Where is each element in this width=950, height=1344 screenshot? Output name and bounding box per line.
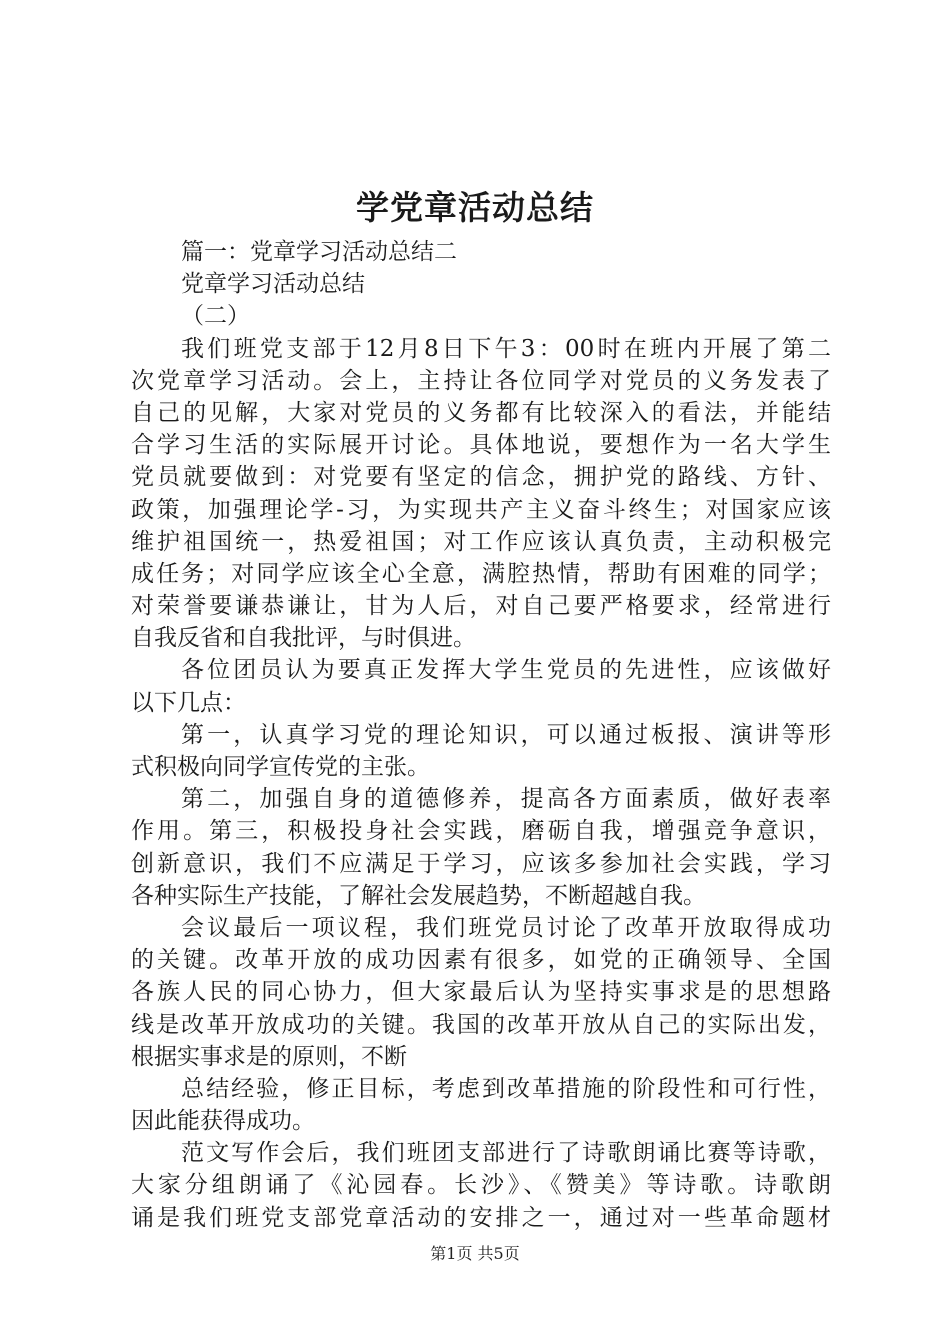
text-line: 创新意识，我们不应满足于学习，应该多参加社会实践，学习 [131, 850, 831, 877]
text-line: 大家分组朗诵了《沁园春。长沙》、《赞美》等诗歌。诗歌朗 [131, 1172, 831, 1199]
text-line: 自己的见解，大家对党员的义务都有比较深入的看法，并能结 [131, 399, 831, 426]
text-line: 我们班党支部于12月8日下午3：00时在班内开展了第二 [181, 335, 831, 362]
text-line: 对荣誉要谦恭谦让，甘为人后，对自己要严格要求，经常进行 [131, 593, 831, 620]
text-line: 诵是我们班党支部党章活动的安排之一，通过对一些革命题材 [131, 1204, 831, 1231]
text-line: 各种实际生产技能，了解社会发展趋势，不断超越自我。 [131, 882, 706, 909]
page-footer: 第1页 共5页 [430, 1244, 520, 1263]
text-line: 因此能获得成功。 [131, 1108, 315, 1135]
text-line: 篇一：党章学习活动总结二 [181, 239, 457, 265]
text-line: 会议最后一项议程，我们班党员讨论了改革开放取得成功 [181, 914, 831, 941]
text-line: （二） [181, 303, 250, 330]
text-line: 政策，加强理论学-习，为实现共产主义奋斗终生；对国家应该 [131, 496, 831, 523]
document-title: 学党章活动总结 [356, 188, 594, 227]
text-line: 各族人民的同心协力，但大家最后认为坚持实事求是的思想路 [131, 979, 831, 1006]
text-line: 合学习生活的实际展开讨论。具体地说，要想作为一名大学生 [131, 432, 831, 459]
text-line: 第一，认真学习党的理论知识，可以通过板报、演讲等形 [181, 721, 831, 748]
document-body [131, 236, 831, 1234]
text-line: 党员就要做到：对党要有坚定的信念，拥护党的路线、方针、 [131, 464, 831, 491]
text-line: 党章学习活动总结 [181, 271, 365, 298]
text-line: 次党章学习活动。会上，主持让各位同学对党员的义务发表了 [131, 367, 831, 394]
text-line: 自我反省和自我批评，与时俱进。 [131, 625, 476, 652]
text-line: 成任务；对同学应该全心全意，满腔热情，帮助有困难的同学； [131, 560, 831, 587]
text-line: 总结经验，修正目标，考虑到改革措施的阶段性和可行性， [181, 1075, 831, 1102]
text-line: 以下几点： [131, 689, 246, 716]
text-line: 各位团员认为要真正发挥大学生党员的先进性，应该做好 [181, 657, 831, 684]
text-line: 作用。第三，积极投身社会实践，磨砺自我，增强竞争意识， [131, 818, 831, 845]
text-line: 第二，加强自身的道德修养，提高各方面素质，做好表率 [181, 786, 831, 813]
text-line: 的关键。改革开放的成功因素有很多，如党的正确领导、全国 [131, 947, 831, 974]
text-line: 线是改革开放成功的关键。我国的改革开放从自己的实际出发， [131, 1011, 831, 1038]
text-line: 根据实事求是的原则，不断 [131, 1043, 407, 1070]
text-line: 维护祖国统一，热爱祖国；对工作应该认真负责，主动积极完 [131, 528, 831, 555]
text-line: 式积极向同学宣传党的主张。 [131, 754, 430, 780]
text-line: 范文写作会后，我们班团支部进行了诗歌朗诵比赛等诗歌， [181, 1140, 831, 1167]
